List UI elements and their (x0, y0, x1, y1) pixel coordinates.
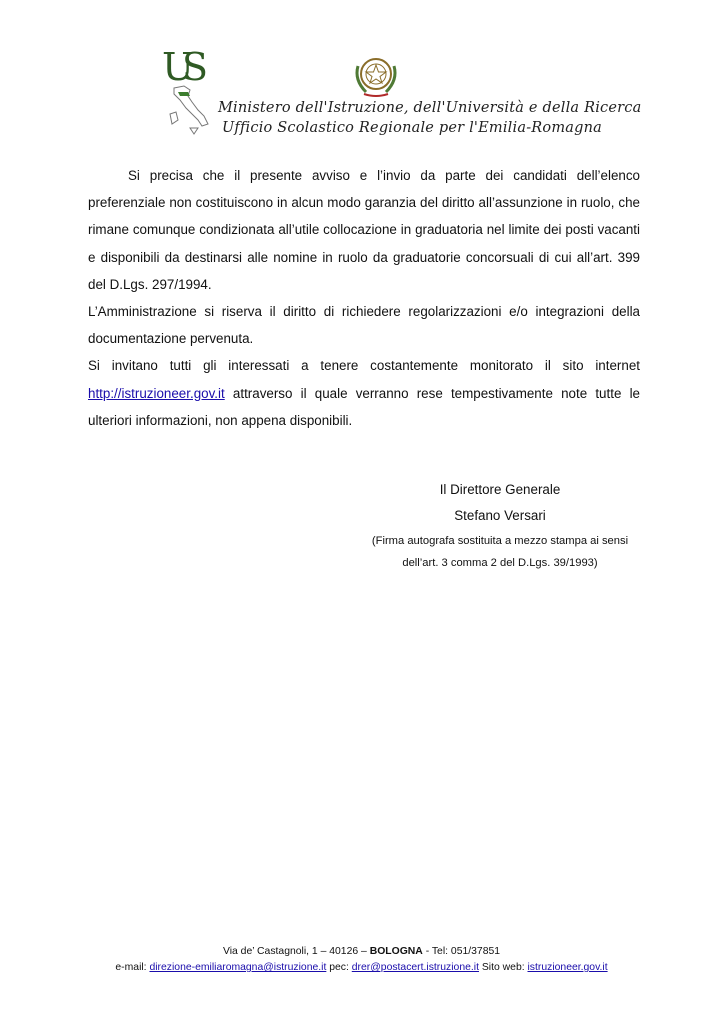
signer-role: Il Direttore Generale (439, 482, 561, 497)
republic-emblem-icon (350, 52, 402, 100)
signer-name: Stefano Versari (454, 508, 546, 523)
pec-link[interactable]: drer@postacert.istruzione.it (351, 962, 479, 973)
us-logo-text: US (162, 46, 208, 88)
pec-label: pec: (326, 962, 352, 973)
paragraph-documentation: L’Amministrazione si riserva il diritto di richiedere regolarizzazioni e/o integrazioni della documentazione pervenuta. (88, 304, 640, 347)
email-label: e-mail: (115, 962, 150, 973)
footer-website-link[interactable]: istruzioneer.gov.it (527, 962, 608, 973)
address-text: Via de’ Castagnoli, 1 – 40126 – (222, 946, 370, 957)
paragraph-website (88, 352, 640, 434)
website-text-before: Si invitano tutti gli interessati a tenere costantemente monitorato il sito internet (88, 358, 640, 374)
address-city: BOLOGNA (369, 946, 423, 957)
footer-address (0, 946, 723, 957)
footer-contacts (0, 962, 723, 973)
email-link[interactable]: direzione-emiliaromagna@istruzione.it (149, 962, 327, 973)
website-text-after: attraverso il quale verranno rese tempestivamente note tutte le ulteriori informazioni, non appena disponibili. (88, 385, 640, 428)
signature-note-line1: (Firma autografa sostituita a mezzo stampa ai sensi (371, 535, 629, 547)
italy-map-icon (166, 84, 210, 136)
notice-body (88, 162, 640, 434)
address-phone: - Tel: 051/37851 (422, 946, 501, 957)
website-link[interactable]: http://istruzioneer.gov.it (88, 385, 225, 401)
signature-note-line2: dell’art. 3 comma 2 del D.Lgs. 39/1993) (402, 557, 598, 569)
office-name: Ufficio Scolastico Regionale per l'Emilia-Romagna (222, 120, 603, 136)
paragraph-disclaimer: Si precisa che il presente avviso e l’invio da parte dei candidati dell’elenco preferenziale non costituiscono in alcun modo garanzia del diritto all’assunzione in ruolo, che rimane comunque condizionata all’utile collocazione in graduatoria nel limite dei posti vacanti e disponibili da destinarsi alle nomine in ruolo da graduatorie concorsuali di cui all’art. 399 del D.Lgs. 297/1994. (88, 168, 640, 292)
us-logo (162, 46, 210, 88)
website-label: Sito web: (478, 962, 528, 973)
ministry-name: Ministero dell'Istruzione, dell'Università e della Ricerca (218, 100, 642, 116)
